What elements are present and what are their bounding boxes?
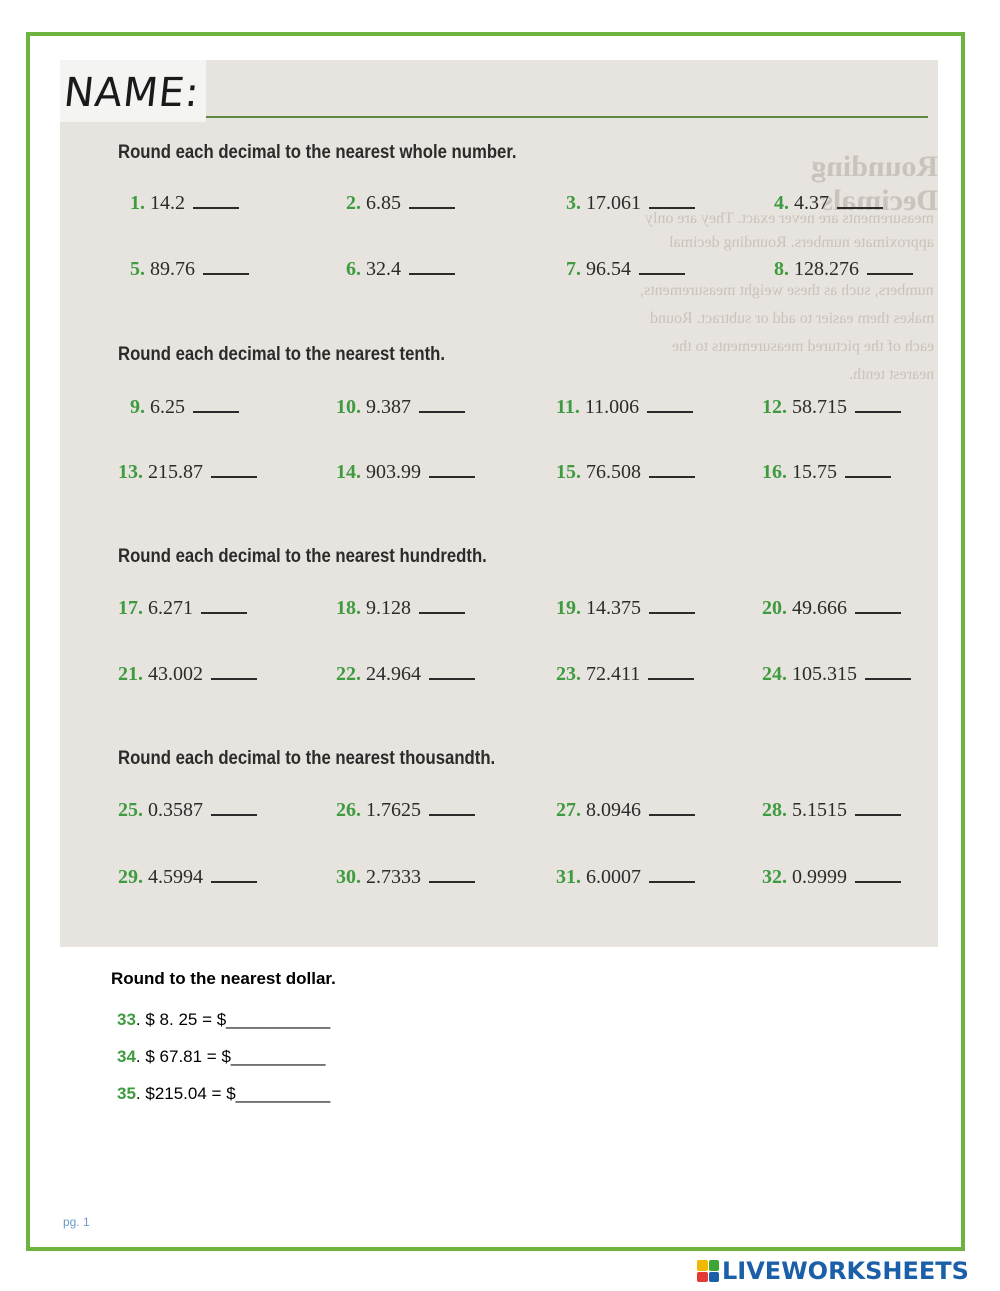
problem-value: 215.87 [148,461,203,483]
bleed-through-line: approximate numbers. Rounding decimal [669,234,934,251]
problem-value: 5.1515 [792,799,847,821]
problem-value: 72.411 [586,663,641,685]
problem-number: 16. [762,461,787,483]
name-box [60,60,206,122]
problem-value: 43.002 [148,663,203,685]
problem-value: 9.128 [366,597,411,619]
problem-number: 13. [118,461,143,483]
problem-number: 19. [556,597,581,619]
answer-blank[interactable] [429,814,475,816]
problem-value: 0.9999 [792,866,847,888]
answer-blank[interactable] [855,411,901,413]
problem-1 [130,192,239,215]
problem-number: 30. [336,866,361,888]
problem-number: 24. [762,663,787,685]
problem-value: 96.54 [586,258,631,280]
answer-blank[interactable] [649,612,695,614]
answer-blank[interactable] [203,273,249,275]
brand-name: LIVEWORKSHEETS [722,1257,969,1285]
bleed-through-line: makes them easier to add or subtract. Round [649,310,934,327]
problem-30 [336,866,475,889]
problem-number: 1. [130,192,145,214]
problem-number: 22. [336,663,361,685]
problem-number: 18. [336,597,361,619]
problem-20 [762,597,901,620]
problem-16 [762,461,891,484]
problem-value: 8.0946 [586,799,641,821]
problem-number: 32. [762,866,787,888]
problem-32 [762,866,901,889]
problem-number: 28. [762,799,787,821]
problem-value: 1.7625 [366,799,421,821]
answer-blank[interactable] [639,273,685,275]
problem-2 [346,192,455,215]
answer-blank[interactable] [647,411,693,413]
problem-number: 6. [346,258,361,280]
problem-9 [130,396,239,419]
problem-number: 35 [117,1084,136,1103]
dollar-section-title: Round to the nearest dollar. [111,969,336,988]
answer-blank[interactable] [837,207,883,209]
problem-text: . $ 8. 25 = $___________ [135,1010,331,1029]
answer-blank[interactable] [201,612,247,614]
problem-number: 4. [774,192,789,214]
dollar-problem-33[interactable] [117,1010,330,1030]
problem-number: 5. [130,258,145,280]
problem-8 [774,258,913,281]
problem-number: 9. [130,396,145,418]
answer-blank[interactable] [855,814,901,816]
problem-number: 14. [336,461,361,483]
answer-blank[interactable] [429,476,475,478]
problem-value: 9.387 [366,396,411,418]
problem-26 [336,799,475,822]
answer-blank[interactable] [649,207,695,209]
answer-blank[interactable] [211,476,257,478]
answer-blank[interactable] [429,881,475,883]
problem-number: 21. [118,663,143,685]
problem-text: . $215.04 = $__________ [135,1084,331,1103]
problem-value: 76.508 [586,461,641,483]
problem-value: 49.666 [792,597,847,619]
problem-13 [118,461,257,484]
problem-value: 15.75 [792,461,837,483]
section-title-hundredth: Round each decimal to the nearest hundredth. [118,546,487,567]
problem-value: 0.3587 [148,799,203,821]
answer-blank[interactable] [649,881,695,883]
problem-21 [118,663,257,686]
problem-15 [556,461,695,484]
problem-28 [762,799,901,822]
problem-value: 105.315 [792,663,857,685]
problem-number: 8. [774,258,789,280]
problem-value: 58.715 [792,396,847,418]
bleed-through-line: nearest tenth. [848,366,934,383]
problem-value: 2.7333 [366,866,421,888]
answer-blank[interactable] [419,612,465,614]
answer-blank[interactable] [865,678,911,680]
problem-value: 17.061 [586,192,641,214]
problem-number: 11. [556,396,580,418]
problem-12 [762,396,901,419]
answer-blank[interactable] [429,678,475,680]
dollar-problem-35[interactable] [117,1084,330,1104]
liveworksheets-brand[interactable] [697,1257,969,1285]
problem-22 [336,663,475,686]
dollar-problem-34[interactable] [117,1047,325,1067]
page-number: pg. 1 [63,1215,90,1229]
problem-14 [336,461,475,484]
answer-blank[interactable] [649,476,695,478]
problem-number: 26. [336,799,361,821]
name-label: NAME: [61,70,202,116]
problem-31 [556,866,695,889]
problem-value: 6.85 [366,192,401,214]
name-line[interactable] [206,116,928,118]
problem-number: 34 [117,1047,136,1066]
problem-25 [118,799,257,822]
bleed-through-line: each of the pictured measurements to the [671,338,934,355]
answer-blank[interactable] [193,411,239,413]
problem-number: 31. [556,866,581,888]
liveworksheets-logo-icon [697,1260,719,1282]
problem-value: 128.276 [794,258,859,280]
answer-blank[interactable] [409,207,455,209]
answer-blank[interactable] [649,814,695,816]
problem-23 [556,663,694,686]
problem-number: 10. [336,396,361,418]
problem-19 [556,597,695,620]
answer-blank[interactable] [211,881,257,883]
problem-value: 6.25 [150,396,185,418]
worksheet-scan [60,60,938,947]
bleed-through-line: measurements are never exact. They are only [645,210,934,227]
problem-number: 20. [762,597,787,619]
problem-number: 23. [556,663,581,685]
problem-number: 15. [556,461,581,483]
problem-number: 7. [566,258,581,280]
problem-29 [118,866,257,889]
answer-blank[interactable] [648,678,694,680]
problem-value: 14.375 [586,597,641,619]
problem-value: 24.964 [366,663,421,685]
answer-blank[interactable] [211,678,257,680]
answer-blank[interactable] [867,273,913,275]
problem-number: 3. [566,192,581,214]
problem-27 [556,799,695,822]
problem-number: 2. [346,192,361,214]
problem-number: 12. [762,396,787,418]
bleed-through-title: Rounding Decimals [811,150,938,217]
problem-7 [566,258,685,281]
problem-number: 25. [118,799,143,821]
problem-value: 11.006 [584,396,640,418]
problem-10 [336,396,465,419]
problem-5 [130,258,249,281]
problem-number: 17. [118,597,143,619]
problem-value: 32.4 [366,258,401,280]
answer-blank[interactable] [193,207,239,209]
answer-blank[interactable] [211,814,257,816]
problem-value: 14.2 [150,192,185,214]
problem-number: 29. [118,866,143,888]
section-title-tenth: Round each decimal to the nearest tenth. [118,344,446,365]
problem-24 [762,663,911,686]
problem-value: 6.271 [148,597,193,619]
problem-18 [336,597,465,620]
problem-3 [566,192,695,215]
problem-17 [118,597,247,620]
problem-number: 27. [556,799,581,821]
problem-text: . $ 67.81 = $__________ [135,1047,326,1066]
section-title-whole: Round each decimal to the nearest whole number. [118,142,517,163]
problem-4 [774,192,883,215]
problem-value: 4.37 [794,192,829,214]
problem-value: 89.76 [150,258,195,280]
section-title-thousandth: Round each decimal to the nearest thousandth. [118,748,496,769]
answer-blank[interactable] [409,273,455,275]
problem-6 [346,258,455,281]
answer-blank[interactable] [855,612,901,614]
problem-value: 6.0007 [586,866,641,888]
answer-blank[interactable] [845,476,891,478]
problem-11 [556,396,693,419]
problem-value: 903.99 [366,461,421,483]
answer-blank[interactable] [419,411,465,413]
bleed-through-line: numbers, such as these weight measurements, [640,282,934,299]
problem-number: 33 [117,1010,136,1029]
answer-blank[interactable] [855,881,901,883]
problem-value: 4.5994 [148,866,203,888]
